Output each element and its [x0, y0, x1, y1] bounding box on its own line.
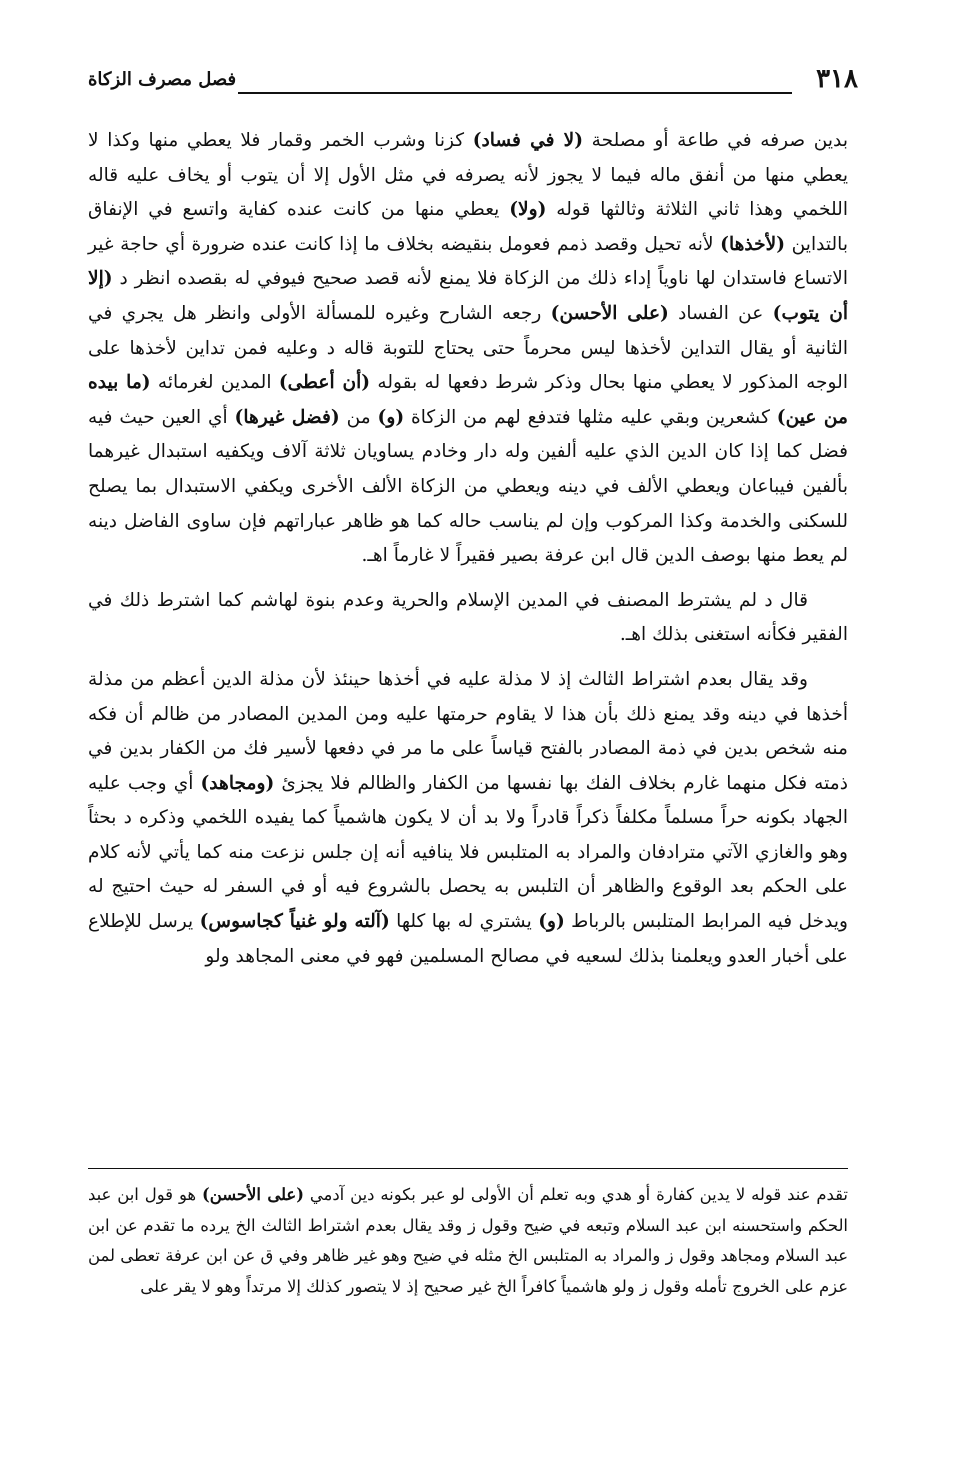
text-run: بدين صرفه في طاعة أو مصلحة	[583, 130, 848, 151]
matn-term: (فضل غيرها)	[234, 406, 340, 428]
page-number: ٣١٨	[816, 64, 858, 94]
text-run: لأنه تحيل وقصد ذمم فعومل بنقيضه بخلاف ما إذا كانت عنده ضرورة أي حاجة غير الاتساع فاستدان لها ناوياً إداء ذلك من الزكاة فلا يمنع لأنه قصد صحيح فيوفي له بقصده انظر د	[88, 233, 848, 290]
chapter-title: فصل مصرف الزكاة	[88, 69, 237, 90]
matn-term: (على الأحسن)	[202, 1185, 304, 1204]
text-run: يرسل للإطلاع على أخبار العدو ويعلمنا بذلك لسعيه في مصالح المسلمين فهو في معنى المجاهد ولو	[88, 911, 848, 967]
paragraph-3	[88, 663, 848, 974]
matn-term: (ولا)	[509, 199, 547, 221]
text-run: أي وجب عليه الجهاد بكونه حراً مسلماً مكلفاً ذكراً قادراً ولا بد أن لا يكون هاشمياً كما يفيده اللخمي وذكره د بحثاً وهو والغازي الآتي مترادفان والمراد به المتلبس فلا ينافيه أنه إن جلس نزعت منه كما يأتي لأنه كلام على الحكم بعد الوقوع والظاهر أن التلبس به يحصل بالشروع فيه أو في السفر له حيث احتيج له ويدخل فيه المرابط المتلبس بالرباط	[88, 772, 848, 933]
matn-term: (لا في فساد)	[472, 130, 584, 151]
page-header	[88, 58, 858, 98]
footnotes	[88, 1180, 848, 1302]
footnote-text	[88, 1180, 848, 1302]
text-run: يشتري له بها كلها	[389, 911, 539, 933]
matn-term: (و)	[538, 911, 565, 933]
footnote-divider	[88, 1168, 848, 1169]
text-run: المدين لغرمائه	[150, 372, 279, 394]
text-run: يعطي منها من كانت عنده كفاية واتسع في الإنفاق بالتداين	[88, 199, 848, 255]
header-rule	[238, 92, 792, 94]
text-run: أي العين حيث فيه فضل كما إذا كان الدين الذي عليه ألفين وله دار وخادم يساويان ثلاثة آلاف ويكفيه استبدال غيرهما بألفين فيباعان ويعطي الألف في دينه ويعطي من الزكاة الألف الأخرى ويكفي الاستبدال بما يصلح للسكنى والخدمة وكذا المركوب وإن لم يناسب حاله كما هو ظاهر عباراتهم فإن ساوى الفاضل دينه لم يعط منها بوصف الدين قال ابن عرفة بصير فقيراً لا غارماً اهـ.	[88, 406, 848, 567]
text-run: كزنا وشرب الخمر وقمار فلا يعطي منها وكذا لا يعطي منها من أنفق ماله فيما لا يجوز لأنه يصرفه في مثل الأول إلا أن يتوب أو يخاف عليه قاله اللخمي وهذا ثاني الثلاثة وثالثها قوله	[88, 130, 849, 221]
matn-term: (على الأحسن)	[550, 302, 669, 324]
text-run: تقدم عند قوله لا يدين كفارة أو هدي وبه تعلم أن الأولى لو عبر بكونه دين آدمي	[303, 1185, 848, 1204]
text-run: كشعرين وبقي عليه مثلها فتدفع لهم من الزكاة	[404, 406, 777, 428]
matn-term: (آلته ولو غنياً كجاسوس)	[199, 911, 390, 933]
text-run: هو قول ابن عبد الحكم واستحسنه ابن عبد السلام وتبعه في ضيح وقول ز وقد يقال بعدم اشتراط الثالث الخ يرده ما تقدم عن ابن عبد السلام ومجاهد وقول ز والمراد به المتلبس الخ مثله في ضيح وهو غير ظاهر وفي ق عن ابن عرفة تعطى لمن عزم على الخروج تأمله وقول ز ولو هاشمياً كافراً الخ غير صحيح إذ لا يتصور كذلك إلا مرتداً وهو لا يقر على	[88, 1185, 848, 1296]
text-run: رجعه الشارح وغيره للمسألة الأولى وانظر هل يجري في الثانية أو يقال التداين لأخذها ليس محرماً حتى يحتاج للتوبة قاله د وعليه فمن تداين لأخذها على الوجه المذكور لا يعطي منها بحال وذكر شرط دفعها له بقوله	[88, 302, 848, 394]
matn-term: (إلا أن يتوب)	[88, 268, 849, 324]
paragraph-1	[88, 124, 848, 574]
text-run: وقد يقال بعدم اشتراط الثالث إذ لا مذلة عليه في أخذها حينئذ لأن مذلة الدين أعظم من مذلة أخذها في دينه وقد يمنع ذلك بأن هذا لا يقاوم حرمتها عليه ومن المدين المصادر من ظالم أن فكه منه شخص بدين في ذمة المصادر بالفتح قياساً على ما مر في دفعها لأسير فك من الكفار بدين في ذمته فكل منهما غارم بخلاف الفك بها نفسها من الكفار والظالم فلا يجزئ	[88, 668, 848, 794]
matn-term: (و)	[377, 406, 405, 428]
matn-term: (ما بيده من عين)	[88, 372, 848, 428]
text-run: من	[339, 406, 378, 428]
main-text	[88, 124, 848, 974]
paragraph-2: قال د لم يشترط المصنف في المدين الإسلام والحرية وعدم بنوة لهاشم كما اشترط ذلك في الفقير فكأنه استغنى بذلك اهـ.	[88, 589, 848, 646]
matn-term: (ومجاهد)	[200, 772, 275, 794]
matn-term: (أن أعطى)	[278, 372, 371, 394]
matn-term: (لأخذها)	[720, 233, 786, 255]
text-run: عن الفساد	[668, 302, 773, 324]
